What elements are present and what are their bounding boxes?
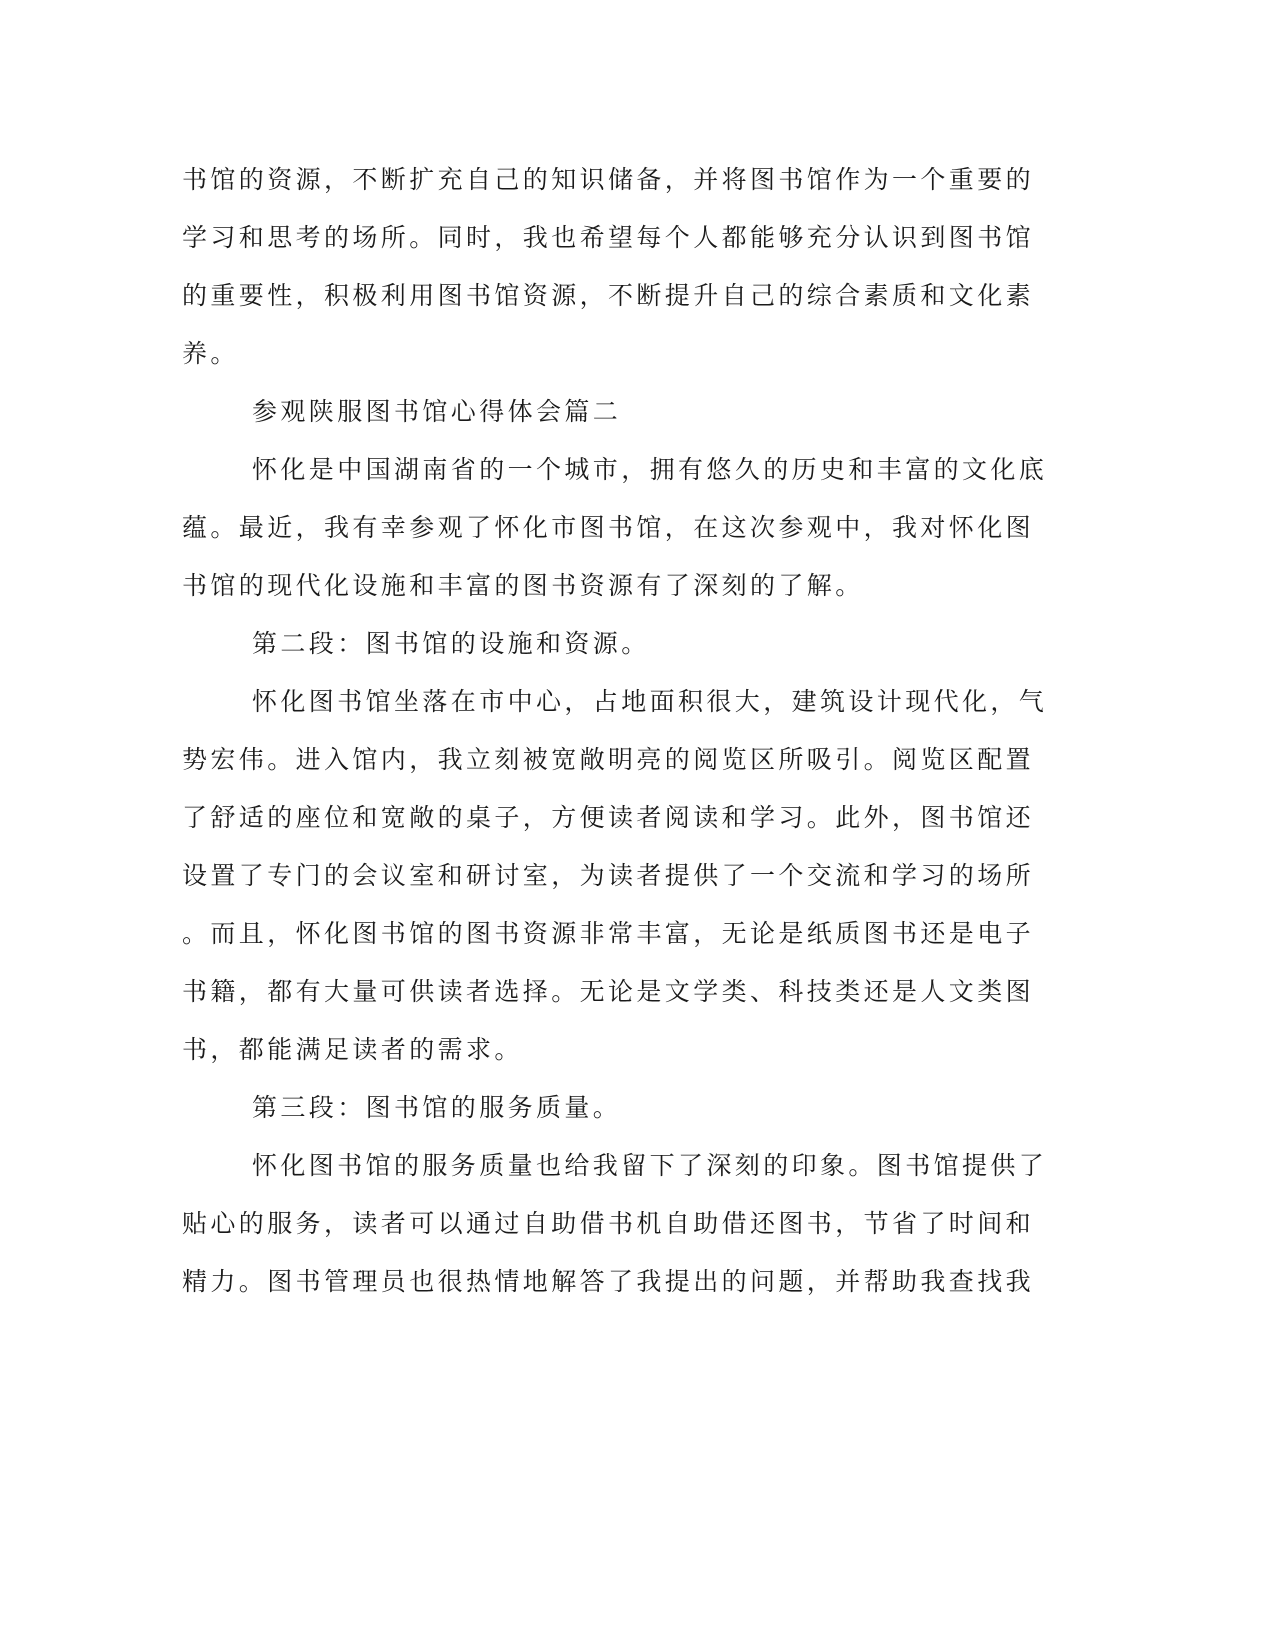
text-line: 的重要性，积极利用图书馆资源，不断提升自己的综合素质和文化素 (182, 281, 1035, 310)
text-line: 学习和思考的场所。同时，我也希望每个人都能够充分认识到图书馆 (182, 223, 1035, 252)
section-heading: 第三段：图书馆的服务质量。 (252, 1093, 622, 1122)
text-line: 精力。图书管理员也很热情地解答了我提出的问题，并帮助我查找我 (182, 1267, 1035, 1296)
text-line: 怀化图书馆坐落在市中心，占地面积很大，建筑设计现代化，气 (252, 687, 1048, 716)
section-heading: 第二段：图书馆的设施和资源。 (252, 629, 650, 658)
text-line: 设置了专门的会议室和研讨室，为读者提供了一个交流和学习的场所 (182, 861, 1035, 890)
text-line: 蕴。最近，我有幸参观了怀化市图书馆，在这次参观中，我对怀化图 (182, 513, 1035, 542)
text-line: 书馆的资源，不断扩充自己的知识储备，并将图书馆作为一个重要的 (182, 165, 1035, 194)
section-heading: 参观陕服图书馆心得体会篇二 (252, 397, 622, 426)
text-line: 。而且，怀化图书馆的图书资源非常丰富，无论是纸质图书还是电子 (182, 919, 1035, 948)
text-line: 书馆的现代化设施和丰富的图书资源有了深刻的了解。 (182, 571, 864, 600)
text-line: 养。 (182, 339, 239, 368)
text-line: 了舒适的座位和宽敞的桌子，方便读者阅读和学习。此外，图书馆还 (182, 803, 1035, 832)
text-line: 怀化是中国湖南省的一个城市，拥有悠久的历史和丰富的文化底 (252, 455, 1048, 484)
text-line: 书籍，都有大量可供读者选择。无论是文学类、科技类还是人文类图 (182, 977, 1035, 1006)
text-line: 怀化图书馆的服务质量也给我留下了深刻的印象。图书馆提供了 (252, 1151, 1048, 1180)
text-line: 书，都能满足读者的需求。 (182, 1035, 523, 1064)
text-line: 贴心的服务，读者可以通过自助借书机自助借还图书，节省了时间和 (182, 1209, 1035, 1238)
text-line: 势宏伟。进入馆内，我立刻被宽敞明亮的阅览区所吸引。阅览区配置 (182, 745, 1035, 774)
